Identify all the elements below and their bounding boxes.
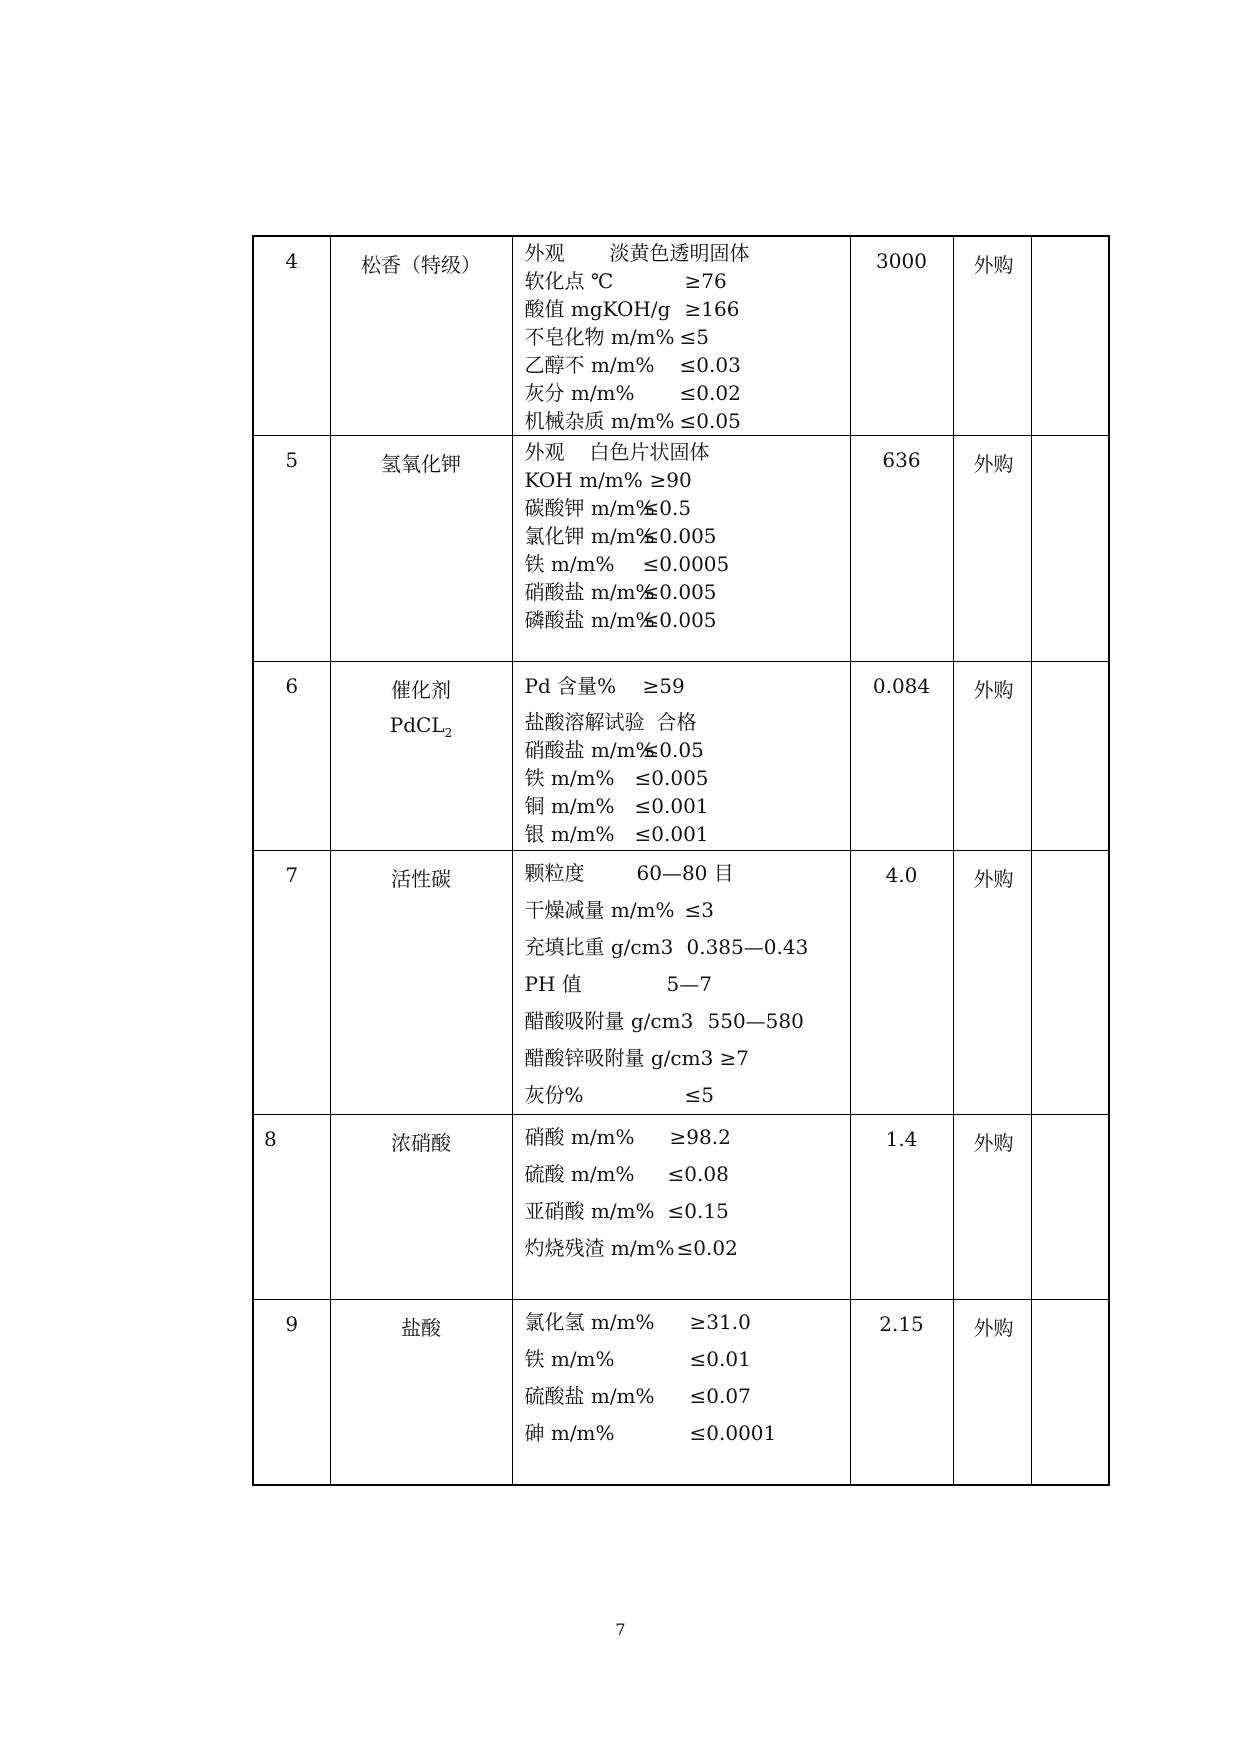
spec-line bbox=[525, 1077, 850, 1114]
source: 外购 bbox=[953, 851, 1031, 1115]
spec-value: ≥76 bbox=[684, 269, 727, 293]
spec-line bbox=[525, 708, 850, 736]
spec-value: ≤0.0001 bbox=[689, 1421, 777, 1445]
spec-label: 砷 m/m% bbox=[524, 1421, 615, 1445]
spec-label: 磷酸盐 m/m% bbox=[524, 608, 655, 632]
spec-line bbox=[525, 892, 850, 929]
spec-label: 盐酸溶解试验 bbox=[524, 710, 645, 734]
spec-label: 铁 m/m% bbox=[524, 766, 615, 790]
spec-value: ≤0.15 bbox=[667, 1199, 729, 1223]
spec-label: 硝酸盐 m/m% bbox=[524, 738, 655, 762]
table-row-9 bbox=[253, 1300, 1109, 1485]
spec-label: KOH m/m% bbox=[524, 468, 643, 492]
spec-label: 外观 bbox=[524, 241, 565, 265]
row-number: 5 bbox=[253, 436, 330, 662]
note bbox=[1031, 236, 1109, 436]
note bbox=[1031, 1300, 1109, 1485]
row-number: 9 bbox=[253, 1300, 330, 1485]
spec-value: ≥7 bbox=[719, 1046, 749, 1070]
source: 外购 bbox=[953, 436, 1031, 662]
table-row-7 bbox=[253, 851, 1109, 1115]
spec-value: ≤0.005 bbox=[642, 524, 717, 548]
spec-value: ≥166 bbox=[684, 297, 740, 321]
quantity: 4.0 bbox=[850, 851, 953, 1115]
spec-value: ≥59 bbox=[642, 674, 685, 698]
material-name: 松香（特级） bbox=[330, 236, 512, 436]
spec-label: 机械杂质 m/m% bbox=[524, 409, 675, 433]
spec-line bbox=[525, 664, 850, 708]
source: 外购 bbox=[953, 236, 1031, 436]
spec-line bbox=[525, 1193, 850, 1230]
formula-subscript: 2 bbox=[444, 726, 453, 740]
spec-line bbox=[525, 1230, 850, 1267]
spec-line bbox=[525, 267, 850, 295]
spec-value: ≥90 bbox=[649, 468, 692, 492]
spec-value: ≤0.005 bbox=[642, 608, 717, 632]
quantity: 3000 bbox=[850, 236, 953, 436]
spec-line bbox=[525, 1378, 850, 1415]
spec-label: 硝酸 m/m% bbox=[524, 1125, 635, 1149]
spec-line bbox=[525, 323, 850, 351]
spec-label: 灼烧残渣 m/m% bbox=[524, 1236, 675, 1260]
spec-label: 亚硝酸 m/m% bbox=[524, 1199, 655, 1223]
spec-label: 氯化钾 m/m% bbox=[524, 524, 655, 548]
spec-value: 550—580 bbox=[707, 1009, 804, 1033]
spec-line bbox=[525, 494, 850, 522]
spec-line bbox=[525, 1415, 850, 1452]
material-formula bbox=[331, 713, 512, 740]
spec-line bbox=[525, 379, 850, 407]
spec-list bbox=[512, 851, 850, 1115]
spec-value: ≤3 bbox=[684, 898, 714, 922]
source: 外购 bbox=[953, 1300, 1031, 1485]
material-name: 盐酸 bbox=[330, 1300, 512, 1485]
note bbox=[1031, 436, 1109, 662]
spec-label: 银 m/m% bbox=[524, 822, 615, 846]
spec-value: 0.385—0.43 bbox=[686, 935, 809, 959]
quantity: 1.4 bbox=[850, 1115, 953, 1300]
row-number: 6 bbox=[253, 662, 330, 851]
spec-line bbox=[525, 736, 850, 764]
spec-list bbox=[512, 662, 850, 851]
table-row-4 bbox=[253, 236, 1109, 436]
spec-label: 乙醇不 m/m% bbox=[524, 353, 655, 377]
spec-label: 硫酸 m/m% bbox=[524, 1162, 635, 1186]
spec-value: ≤0.0005 bbox=[642, 552, 730, 576]
spec-line bbox=[525, 239, 850, 267]
spec-line bbox=[525, 295, 850, 323]
formula-base: PdCL bbox=[389, 713, 445, 737]
spec-label: 干燥减量 m/m% bbox=[524, 898, 675, 922]
spec-label: 充填比重 g/cm3 bbox=[524, 935, 674, 959]
spec-line bbox=[525, 1341, 850, 1378]
spec-value: ≤0.001 bbox=[634, 822, 709, 846]
spec-value: ≤0.05 bbox=[642, 738, 704, 762]
spec-label: 碳酸钾 m/m% bbox=[524, 496, 655, 520]
material-name bbox=[330, 662, 512, 851]
spec-line bbox=[525, 966, 850, 1003]
spec-line bbox=[525, 550, 850, 578]
spec-value: ≤0.07 bbox=[689, 1384, 751, 1408]
spec-label: 氯化氢 m/m% bbox=[524, 1310, 655, 1334]
spec-line bbox=[525, 438, 850, 466]
spec-value: ≤0.02 bbox=[676, 1236, 738, 1260]
spec-list bbox=[512, 236, 850, 436]
spec-value: 白色片状固体 bbox=[589, 440, 710, 464]
spec-line bbox=[525, 578, 850, 606]
quantity: 0.084 bbox=[850, 662, 953, 851]
spec-line bbox=[525, 606, 850, 634]
spec-line bbox=[525, 764, 850, 792]
spec-value: ≥98.2 bbox=[669, 1125, 731, 1149]
spec-line bbox=[525, 855, 850, 892]
spec-line bbox=[525, 792, 850, 820]
spec-line bbox=[525, 1156, 850, 1193]
note bbox=[1031, 851, 1109, 1115]
spec-line bbox=[525, 522, 850, 550]
source: 外购 bbox=[953, 662, 1031, 851]
spec-label: 不皂化物 m/m% bbox=[524, 325, 675, 349]
spec-list bbox=[512, 1300, 850, 1485]
spec-line bbox=[525, 1040, 850, 1077]
spec-label: 铁 m/m% bbox=[524, 1347, 615, 1371]
spec-line bbox=[525, 351, 850, 379]
spec-value: ≤0.08 bbox=[667, 1162, 729, 1186]
spec-line bbox=[525, 466, 850, 494]
spec-label: 醋酸锌吸附量 g/cm3 bbox=[524, 1046, 714, 1070]
spec-line bbox=[525, 407, 850, 435]
material-name-line1: 催化剂 bbox=[391, 678, 451, 702]
spec-value: ≤0.005 bbox=[642, 580, 717, 604]
spec-value: 5—7 bbox=[666, 972, 712, 996]
page-number: 7 bbox=[615, 1620, 626, 1639]
source: 外购 bbox=[953, 1115, 1031, 1300]
spec-label: 铜 m/m% bbox=[524, 794, 615, 818]
spec-label: 软化点 ℃ bbox=[524, 269, 614, 293]
table-row-6 bbox=[253, 662, 1109, 851]
spec-label: 颗粒度 bbox=[524, 861, 585, 885]
spec-label: PH 值 bbox=[524, 972, 582, 996]
material-name: 氢氧化钾 bbox=[330, 436, 512, 662]
spec-value: ≤0.005 bbox=[634, 766, 709, 790]
spec-line bbox=[525, 1003, 850, 1040]
note bbox=[1031, 1115, 1109, 1300]
table-row-8 bbox=[253, 1115, 1109, 1300]
note bbox=[1031, 662, 1109, 851]
spec-value: ≤5 bbox=[679, 325, 709, 349]
material-name: 活性碳 bbox=[330, 851, 512, 1115]
materials-spec-table bbox=[252, 235, 1110, 1486]
spec-label: 硫酸盐 m/m% bbox=[524, 1384, 655, 1408]
spec-value: ≤0.5 bbox=[642, 496, 692, 520]
row-number: 8 bbox=[253, 1115, 330, 1300]
spec-value: ≤0.01 bbox=[689, 1347, 751, 1371]
spec-list bbox=[512, 436, 850, 662]
spec-label: Pd 含量% bbox=[524, 674, 617, 698]
row-number: 4 bbox=[253, 236, 330, 436]
spec-list bbox=[512, 1115, 850, 1300]
spec-value: 60—80 目 bbox=[636, 861, 734, 885]
spec-line bbox=[525, 1304, 850, 1341]
spec-value: ≤0.001 bbox=[634, 794, 709, 818]
spec-line bbox=[525, 929, 850, 966]
spec-value: ≤0.05 bbox=[679, 409, 741, 433]
spec-label: 铁 m/m% bbox=[524, 552, 615, 576]
spec-label: 灰分 m/m% bbox=[524, 381, 635, 405]
quantity: 2.15 bbox=[850, 1300, 953, 1485]
spec-value: 淡黄色透明固体 bbox=[609, 241, 750, 265]
material-name: 浓硝酸 bbox=[330, 1115, 512, 1300]
table-row-5 bbox=[253, 436, 1109, 662]
spec-line bbox=[525, 820, 850, 848]
row-number: 7 bbox=[253, 851, 330, 1115]
spec-value: ≤0.02 bbox=[679, 381, 741, 405]
spec-value: ≤5 bbox=[684, 1083, 714, 1107]
spec-label: 灰份% bbox=[524, 1083, 584, 1107]
spec-value: ≥31.0 bbox=[689, 1310, 751, 1334]
spec-label: 酸值 mgKOH/g bbox=[524, 297, 671, 321]
spec-label: 醋酸吸附量 g/cm3 bbox=[524, 1009, 694, 1033]
spec-label: 外观 bbox=[524, 440, 565, 464]
spec-line bbox=[525, 1119, 850, 1156]
quantity: 636 bbox=[850, 436, 953, 662]
spec-label: 硝酸盐 m/m% bbox=[524, 580, 655, 604]
spec-value: ≤0.03 bbox=[679, 353, 741, 377]
spec-value: 合格 bbox=[656, 710, 697, 734]
